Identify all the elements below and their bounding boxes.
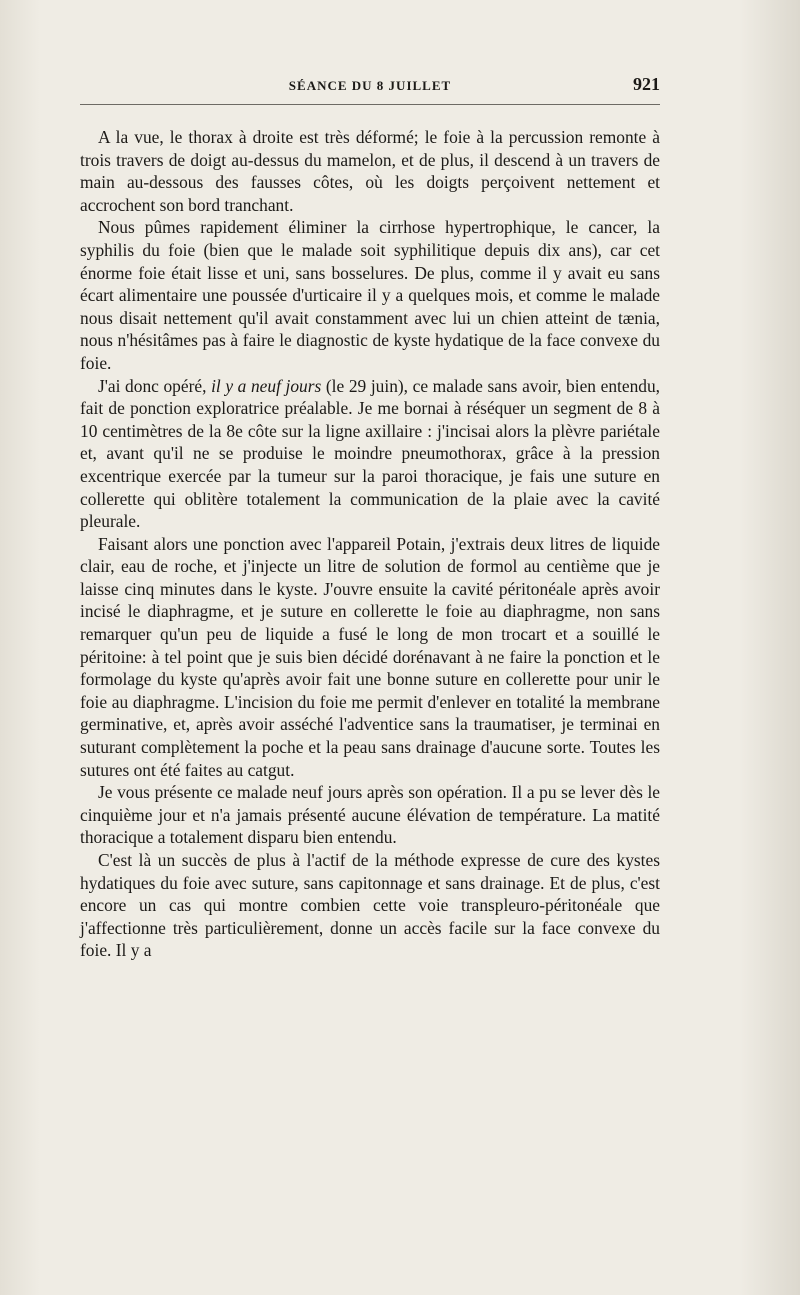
- running-head: SÉANCE DU 8 JUILLET: [288, 78, 452, 93]
- paragraph-2: Nous pûmes rapidement éliminer la cirrhose hypertrophique, le cancer, la syphilis du foie (bien que le malade soit syphilitique depuis dix ans), car cet énorme foie était lisse et uni, sans bosselures. De plus, comme il y avait eu sans écart alimentaire une poussée d'urticaire il y a quelques mois, et comme le malade nous disait nettement qu'il avait constamment avec lui un chien atteint de tænia, nous n'hésitâmes pas à faire le diagnostic de kyste hydatique de la face convexe du foie.: [80, 217, 660, 373]
- paragraph-3-italic: il y a neuf jours: [211, 375, 322, 396]
- paragraph-5: Je vous présente ce malade neuf jours après son opération. Il a pu se lever dès le cinquième jour et n'a jamais présenté aucune élévation de température. La matité thoracique a totalement disparu bien entendu.: [80, 782, 660, 848]
- body-text: [80, 126, 660, 962]
- header-rule: [80, 104, 660, 105]
- paragraph-4: Faisant alors une ponction avec l'appareil Potain, j'extrais deux litres de liquide clair, eau de roche, et j'injecte un litre de solution de formol au centième que je laisse cinq minutes dans le kyste. J'ouvre ensuite la cavité péritonéale après avoir incisé le diaphragme, et je suture en collerette le foie au diaphragme, non sans remarquer qu'un peu de liquide a fusé le long de mon trocart et a souillé le péritoine: à tel point que je suis bien décidé dorénavant à ne faire la ponction et le formolage du kyste qu'après avoir fait une bonne suture en collerette pour unir le foie au diaphragme. L'incision du foie me permit d'enlever en totalité la membrane germinative, et, après avoir asséché l'adventice sans la traumatiser, je terminai en suturant complètement la poche et la peau sans drainage d'aucune sorte. Toutes les sutures ont été faites au catgut.: [80, 533, 660, 780]
- paragraph-3: [80, 375, 660, 533]
- page-edge-left: [0, 0, 40, 1295]
- page-number: 921: [633, 74, 660, 94]
- page-edge-right: [740, 0, 800, 1295]
- paragraph-6: C'est là un succès de plus à l'actif de la méthode expresse de cure des kystes hydatiques du foie avec suture, sans capitonnage et sans drainage. Et de plus, c'est encore un cas qui montre combien cette voie transpleuro-péritonéale que j'affectionne très particulièrement, donne un accès facile sur la face convexe du foie. Il y a: [80, 850, 660, 961]
- paragraph-1: A la vue, le thorax à droite est très déformé; le foie à la percussion remonte à trois travers de doigt au-dessus du mamelon, et de plus, il descend à un travers de main au-dessous des fausses côtes, où les doigts perçoivent nettement et accrochent son bord tranchant.: [80, 127, 660, 215]
- paragraph-3-end: (le 29 juin), ce malade sans avoir, bien entendu, fait de ponction exploratrice préalable. Je me bornai à réséquer un segment de 8 à 10 centimètres de la 8e côte sur la ligne axillaire : j'incisai alors la plèvre pariétale et, avant qu'il ne se produise le moindre pneumothorax, grâce à la pression excentrique exercée par la tumeur sur la paroi thoracique, je fais une suture en collerette qui oblitère totalement la communication de la plaie avec la cavité pleurale.: [80, 375, 661, 532]
- page-header: [80, 74, 660, 98]
- paragraph-3-start: J'ai donc opéré,: [98, 375, 212, 396]
